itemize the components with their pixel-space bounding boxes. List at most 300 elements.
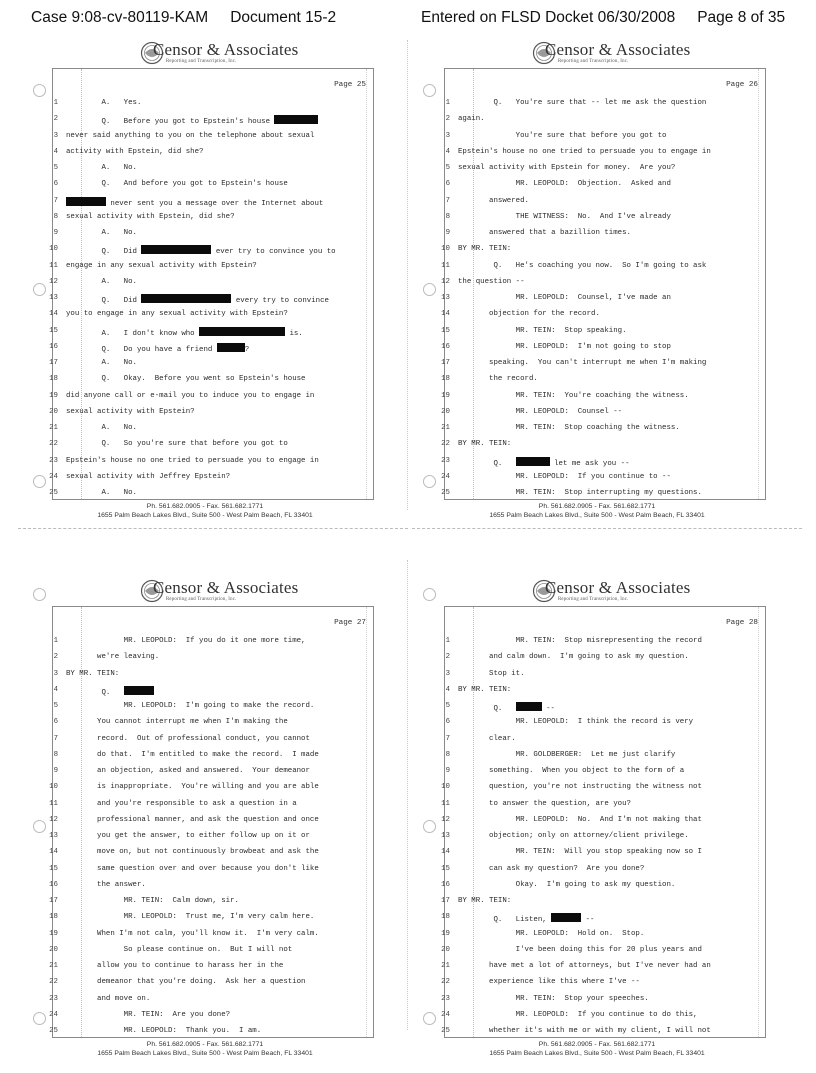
line-text-segment: MR. TEIN: Calm down, sir. bbox=[66, 897, 239, 905]
transcript-line bbox=[412, 371, 782, 387]
transcript-page-number: Page 25 bbox=[334, 81, 366, 89]
line-number: 6 bbox=[53, 180, 58, 189]
transcript-line bbox=[20, 682, 390, 698]
line-number: 16 bbox=[441, 880, 450, 889]
line-text bbox=[458, 294, 671, 302]
transcript-line bbox=[20, 420, 390, 436]
page-footer bbox=[412, 1040, 782, 1058]
line-text-segment: is. bbox=[285, 329, 303, 338]
transcript-line bbox=[20, 323, 390, 339]
line-number: 7 bbox=[445, 196, 450, 205]
line-text-segment: allow you to continue to harass her in the bbox=[66, 962, 284, 970]
line-number: 11 bbox=[441, 799, 450, 808]
transcript-line bbox=[20, 1007, 390, 1023]
line-number: 17 bbox=[49, 359, 58, 367]
transcript-line bbox=[20, 274, 390, 290]
transcript-line bbox=[412, 485, 782, 501]
line-number: 9 bbox=[445, 767, 450, 775]
transcript-page bbox=[20, 40, 390, 535]
line-number: 3 bbox=[53, 669, 58, 678]
transcript-line bbox=[412, 111, 782, 127]
line-text-segment: MR. LEOPOLD: Objection. Asked and bbox=[458, 180, 671, 189]
line-number: 7 bbox=[53, 196, 58, 205]
line-number: 16 bbox=[49, 342, 58, 351]
line-number: 20 bbox=[49, 945, 58, 954]
transcript-line bbox=[412, 714, 782, 730]
line-text-segment: Q. Listen, bbox=[458, 916, 552, 925]
line-text bbox=[458, 310, 600, 318]
transcript-page-number: Page 27 bbox=[334, 619, 366, 627]
line-text-segment: BY MR. TEIN: bbox=[66, 669, 120, 678]
transcript-line bbox=[20, 241, 390, 257]
transcript-line bbox=[20, 779, 390, 795]
line-number: 20 bbox=[441, 945, 450, 954]
line-text-segment: MR. LEOPOLD: Trust me, I'm very calm here. bbox=[66, 913, 315, 922]
line-text bbox=[458, 832, 689, 840]
line-text bbox=[66, 115, 318, 126]
line-text bbox=[458, 751, 675, 759]
footer-address: 1655 Palm Beach Lakes Blvd., Suite 500 - West Palm Beach, FL 33401 bbox=[489, 512, 705, 519]
transcript-line bbox=[412, 323, 782, 339]
transcript-line bbox=[20, 958, 390, 974]
transcript-line bbox=[412, 893, 782, 909]
transcript-line bbox=[20, 926, 390, 942]
line-text-segment: So please continue on. But I will not bbox=[66, 945, 293, 954]
line-text bbox=[458, 164, 675, 172]
line-text-segment: ever try to convince you to bbox=[211, 248, 336, 257]
brand-tagline: Reporting and Transcription, Inc. bbox=[558, 597, 629, 602]
transcript-line bbox=[20, 176, 390, 192]
line-number: 25 bbox=[441, 1027, 450, 1035]
line-text-segment: objection; only on attorney/client privilege. bbox=[458, 832, 689, 840]
page-footer bbox=[20, 502, 390, 520]
line-text-segment: sexual activity with Epstein for money. Are you? bbox=[458, 164, 676, 172]
line-text bbox=[66, 213, 235, 221]
line-text-segment: clear. bbox=[458, 734, 516, 743]
transcript-line bbox=[20, 160, 390, 176]
line-number: 22 bbox=[49, 978, 58, 987]
line-text-segment: Q. Before you got to Epstein's house bbox=[66, 118, 275, 127]
line-text bbox=[458, 115, 485, 123]
brand-name: Censor & Associates bbox=[545, 578, 691, 597]
line-number: 20 bbox=[49, 407, 58, 416]
transcript-line bbox=[412, 682, 782, 698]
line-text-segment: When I'm not calm, you'll know it. I'm very calm. bbox=[66, 929, 319, 938]
line-text-segment: A. No. bbox=[66, 229, 137, 237]
line-text bbox=[66, 702, 314, 710]
line-text bbox=[458, 473, 671, 481]
line-text-segment: record. Out of professional conduct, you cannot bbox=[66, 734, 310, 743]
line-text-segment: never sent you a message over the Internet about bbox=[106, 199, 324, 208]
line-text-segment: MR. GOLDBERGER: Let me just clarify bbox=[458, 750, 676, 759]
line-number: 23 bbox=[441, 994, 450, 1003]
footer-phone: Ph. 561.682.0905 - Fax. 561.682.1771 bbox=[146, 503, 264, 510]
transcript-line bbox=[412, 436, 782, 452]
line-text-segment: speaking. You can't interrupt me when I'm making bbox=[458, 359, 707, 367]
line-text-segment: question, you're not instructing the witness not bbox=[458, 783, 702, 792]
line-text-segment: MR. LEOPOLD: If you continue to -- bbox=[458, 472, 671, 481]
transcript-line bbox=[20, 111, 390, 127]
line-text-segment: objection for the record. bbox=[458, 310, 600, 319]
transcript-lines bbox=[412, 95, 782, 501]
line-number: 4 bbox=[445, 147, 450, 156]
line-text-segment: every try to convince bbox=[231, 297, 329, 305]
transcript-page bbox=[412, 40, 782, 535]
brand-name: Censor & Associates bbox=[153, 578, 299, 597]
line-text-segment: again. bbox=[458, 115, 485, 124]
line-number: 12 bbox=[49, 815, 58, 824]
line-text bbox=[66, 930, 319, 938]
transcript-line bbox=[412, 942, 782, 958]
line-text-segment: I've been doing this for 20 plus years and bbox=[458, 945, 702, 954]
transcript-line bbox=[20, 1023, 390, 1039]
line-text bbox=[458, 962, 711, 970]
line-text bbox=[66, 262, 257, 270]
line-text-segment: the answer. bbox=[66, 880, 146, 889]
line-text-segment: A. No. bbox=[66, 489, 137, 497]
line-number: 1 bbox=[445, 637, 450, 645]
page-footer bbox=[20, 1040, 390, 1058]
line-text-segment: move on, but not continuously browbeat and ask the bbox=[66, 848, 319, 857]
line-text-segment: A. No. bbox=[66, 424, 137, 432]
line-text bbox=[66, 457, 319, 465]
line-number: 12 bbox=[49, 277, 58, 286]
line-number: 4 bbox=[445, 685, 450, 694]
line-text bbox=[66, 164, 137, 172]
transcript-line bbox=[20, 698, 390, 714]
line-text bbox=[66, 278, 137, 286]
transcript-line bbox=[412, 926, 782, 942]
line-text-segment: BY MR. TEIN: bbox=[458, 685, 512, 694]
line-text bbox=[458, 213, 671, 221]
transcript-line bbox=[412, 128, 782, 144]
line-number: 19 bbox=[441, 391, 450, 400]
transcript-lines bbox=[412, 633, 782, 1039]
line-number: 12 bbox=[441, 815, 450, 824]
line-text bbox=[66, 473, 230, 481]
line-text bbox=[458, 132, 666, 140]
line-number: 16 bbox=[441, 342, 450, 351]
line-text-segment: Q. Do you have a friend bbox=[66, 345, 217, 354]
line-number: 18 bbox=[441, 375, 450, 384]
redaction-bar bbox=[66, 197, 106, 206]
transcript-line bbox=[20, 469, 390, 485]
transcript-line bbox=[20, 828, 390, 844]
transcript-line bbox=[412, 666, 782, 682]
line-text bbox=[458, 440, 511, 448]
line-text-segment: A. I don't know who bbox=[66, 329, 200, 338]
page-divider bbox=[407, 40, 408, 510]
line-number: 21 bbox=[441, 962, 450, 970]
brand-tagline: Reporting and Transcription, Inc. bbox=[166, 59, 237, 64]
transcript-line bbox=[412, 877, 782, 893]
line-number: 11 bbox=[49, 799, 58, 808]
line-text-segment: MR. TEIN: Stop interrupting my questions. bbox=[458, 489, 702, 497]
line-text bbox=[458, 995, 649, 1003]
line-text-segment: MR. TEIN: Will you stop speaking now so I bbox=[458, 848, 702, 857]
line-text bbox=[458, 229, 631, 237]
line-text bbox=[66, 180, 288, 188]
transcript-line bbox=[412, 241, 782, 257]
transcript-line bbox=[412, 95, 782, 111]
line-text-segment: BY MR. TEIN: bbox=[458, 897, 512, 905]
line-number: 9 bbox=[445, 229, 450, 237]
transcript-line bbox=[20, 355, 390, 371]
line-text-segment: sexual activity with Epstein, did she? bbox=[66, 212, 235, 221]
transcript-line bbox=[412, 731, 782, 747]
transcript-line bbox=[20, 844, 390, 860]
line-number: 4 bbox=[53, 685, 58, 694]
line-text-segment: MR. LEOPOLD: I'm going to make the record. bbox=[66, 702, 315, 710]
line-text bbox=[66, 637, 306, 645]
line-text bbox=[66, 735, 310, 743]
footer-phone: Ph. 561.682.0905 - Fax. 561.682.1771 bbox=[146, 1041, 264, 1048]
transcript-line bbox=[20, 763, 390, 779]
line-text-segment: is inappropriate. You're willing and you are able bbox=[66, 783, 319, 792]
line-text bbox=[458, 946, 702, 954]
line-number: 15 bbox=[49, 864, 58, 873]
line-number: 18 bbox=[49, 913, 58, 922]
line-text bbox=[458, 686, 511, 694]
transcript-line bbox=[412, 844, 782, 860]
transcript-line bbox=[412, 193, 782, 209]
transcript-line bbox=[20, 909, 390, 925]
case-info bbox=[31, 9, 336, 27]
transcript-line bbox=[412, 274, 782, 290]
line-text-segment: BY MR. TEIN: bbox=[458, 245, 512, 254]
line-text bbox=[66, 310, 288, 318]
line-text bbox=[66, 99, 141, 107]
transcript-line bbox=[20, 404, 390, 420]
transcript-line bbox=[412, 1007, 782, 1023]
redaction-bar bbox=[516, 457, 550, 466]
transcript-line bbox=[20, 290, 390, 306]
line-text-segment: Stop it. bbox=[458, 669, 525, 678]
line-text-segment: Q. And before you got to Epstein's house bbox=[66, 180, 288, 189]
line-text-segment: Epstein's house no one tried to persuade you to engage in bbox=[458, 147, 711, 156]
line-text bbox=[458, 278, 525, 286]
line-text-segment: let me ask you -- bbox=[549, 459, 630, 468]
line-text-segment: A. No. bbox=[66, 277, 137, 286]
line-number: 19 bbox=[49, 929, 58, 938]
line-text bbox=[458, 245, 511, 253]
line-number: 13 bbox=[49, 832, 58, 840]
line-number: 25 bbox=[441, 489, 450, 497]
line-number: 9 bbox=[53, 229, 58, 237]
line-text bbox=[458, 930, 644, 938]
line-text-segment: MR. LEOPOLD: If you continue to do this, bbox=[458, 1010, 698, 1019]
transcript-line bbox=[412, 144, 782, 160]
page-divider bbox=[407, 560, 408, 1030]
line-text-segment: same question over and over because you don't like bbox=[66, 864, 319, 873]
transcript-line bbox=[412, 306, 782, 322]
transcript-line bbox=[412, 958, 782, 974]
redaction-bar bbox=[217, 343, 245, 352]
line-number: 11 bbox=[49, 261, 58, 270]
footer-address: 1655 Palm Beach Lakes Blvd., Suite 500 - West Palm Beach, FL 33401 bbox=[97, 1050, 313, 1057]
line-number: 3 bbox=[445, 131, 450, 140]
transcript-line bbox=[20, 747, 390, 763]
transcript-line bbox=[20, 991, 390, 1007]
line-text bbox=[458, 865, 644, 873]
line-text-segment: ? bbox=[244, 345, 250, 354]
line-text-segment: Q. bbox=[458, 459, 516, 468]
line-text bbox=[66, 327, 303, 338]
transcript-line bbox=[20, 731, 390, 747]
line-text-segment: -- bbox=[581, 916, 595, 925]
line-number: 24 bbox=[441, 1010, 450, 1019]
line-text-segment: demeanor that you're doing. Ask her a question bbox=[66, 978, 306, 987]
line-number: 10 bbox=[49, 245, 58, 254]
line-number: 2 bbox=[445, 115, 450, 124]
redaction-bar bbox=[274, 115, 318, 124]
line-text-segment: MR. LEOPOLD: Counsel -- bbox=[458, 407, 623, 416]
line-text bbox=[66, 686, 154, 697]
line-text bbox=[458, 180, 671, 188]
line-text bbox=[458, 262, 706, 270]
line-text-segment: MR. LEOPOLD: I think the record is very bbox=[458, 718, 694, 727]
docket-info bbox=[421, 9, 785, 27]
transcript-line bbox=[20, 666, 390, 682]
line-number: 8 bbox=[53, 212, 58, 221]
line-text bbox=[66, 132, 314, 140]
line-text-segment: MR. TEIN: Stop misrepresenting the record bbox=[458, 637, 702, 645]
line-text bbox=[66, 245, 336, 256]
line-number: 25 bbox=[49, 489, 58, 497]
transcript-line bbox=[412, 698, 782, 714]
line-text bbox=[458, 408, 622, 416]
line-text bbox=[458, 800, 631, 808]
line-text bbox=[66, 343, 249, 354]
transcript-line bbox=[412, 909, 782, 925]
line-text-segment: MR. TEIN: Stop coaching the witness. bbox=[458, 424, 680, 432]
line-number: 24 bbox=[49, 472, 58, 481]
line-text-segment: You're sure that before you got to bbox=[458, 131, 667, 140]
line-text bbox=[458, 735, 516, 743]
line-text-segment: engage in any sexual activity with Epstein? bbox=[66, 261, 257, 270]
line-text-segment: do that. I'm entitled to make the record. I made bbox=[66, 750, 319, 759]
transcript-line bbox=[20, 861, 390, 877]
line-text bbox=[458, 99, 706, 107]
transcript-line bbox=[20, 436, 390, 452]
line-text bbox=[66, 359, 137, 367]
redaction-bar bbox=[141, 245, 211, 254]
line-number: 23 bbox=[441, 456, 450, 465]
line-text bbox=[458, 881, 675, 889]
line-text bbox=[66, 392, 314, 400]
transcript-line bbox=[412, 633, 782, 649]
line-text-segment: BY MR. TEIN: bbox=[458, 440, 512, 449]
brand-tagline: Reporting and Transcription, Inc. bbox=[166, 597, 237, 602]
line-number: 14 bbox=[441, 310, 450, 319]
line-number: 1 bbox=[53, 99, 58, 107]
line-text bbox=[458, 359, 706, 367]
line-number: 13 bbox=[441, 294, 450, 302]
transcript-line bbox=[412, 258, 782, 274]
line-number: 3 bbox=[53, 131, 58, 140]
transcript-line bbox=[412, 453, 782, 469]
line-text bbox=[458, 375, 538, 383]
line-text-segment: MR. TEIN: Stop speaking. bbox=[458, 326, 627, 335]
line-number: 13 bbox=[441, 832, 450, 840]
transcript-line bbox=[412, 176, 782, 192]
page-footer bbox=[412, 502, 782, 520]
line-text bbox=[66, 1011, 230, 1019]
line-text-segment: and calm down. I'm going to ask my question. bbox=[458, 653, 689, 662]
transcript-line bbox=[20, 877, 390, 893]
line-text bbox=[458, 343, 671, 351]
case-number: Case 9:08-cv-80119-KAM bbox=[31, 9, 209, 26]
line-text bbox=[66, 653, 159, 661]
transcript-line bbox=[20, 371, 390, 387]
line-number: 24 bbox=[49, 1010, 58, 1019]
transcript-page bbox=[20, 578, 390, 1073]
line-text bbox=[66, 848, 319, 856]
line-text-segment: you to engage in any sexual activity with Epstein? bbox=[66, 310, 288, 319]
footer-address: 1655 Palm Beach Lakes Blvd., Suite 500 - West Palm Beach, FL 33401 bbox=[489, 1050, 705, 1057]
transcript-line bbox=[20, 306, 390, 322]
line-text-segment: Q. Okay. Before you went so Epstein's house bbox=[66, 375, 306, 384]
redaction-bar bbox=[516, 702, 542, 711]
line-number: 8 bbox=[445, 212, 450, 221]
line-text-segment: Q. bbox=[458, 705, 516, 713]
line-text-segment: Okay. I'm going to ask my question. bbox=[458, 880, 676, 889]
transcript-line bbox=[412, 355, 782, 371]
transcript-line bbox=[412, 763, 782, 779]
docket-header bbox=[0, 0, 816, 36]
line-text bbox=[458, 783, 702, 791]
line-text bbox=[458, 897, 511, 905]
line-number: 12 bbox=[441, 277, 450, 286]
line-text-segment: A. No. bbox=[66, 164, 137, 172]
line-text bbox=[66, 995, 150, 1003]
line-text-segment: you get the answer, to either follow up on it or bbox=[66, 832, 310, 840]
line-text bbox=[66, 962, 283, 970]
transcript-line bbox=[20, 339, 390, 355]
line-text bbox=[458, 1011, 698, 1019]
transcript-line bbox=[412, 779, 782, 795]
line-text bbox=[458, 816, 702, 824]
line-number: 2 bbox=[53, 115, 58, 124]
page-count: Page 8 of 35 bbox=[697, 9, 786, 26]
line-number: 23 bbox=[49, 456, 58, 465]
line-number: 2 bbox=[445, 653, 450, 662]
line-text bbox=[66, 978, 306, 986]
line-number: 5 bbox=[445, 702, 450, 710]
line-text bbox=[66, 897, 239, 905]
line-text-segment: A. No. bbox=[66, 359, 137, 367]
line-text bbox=[458, 978, 640, 986]
line-number: 18 bbox=[441, 913, 450, 922]
line-text bbox=[66, 489, 137, 497]
transcript-page-number: Page 28 bbox=[726, 619, 758, 627]
transcript-line bbox=[20, 974, 390, 990]
line-text-segment: A. Yes. bbox=[66, 99, 142, 107]
line-number: 8 bbox=[445, 750, 450, 759]
transcript-line bbox=[20, 128, 390, 144]
line-text-segment: we're leaving. bbox=[66, 653, 160, 662]
line-text bbox=[66, 1027, 261, 1035]
line-number: 9 bbox=[53, 767, 58, 775]
line-number: 17 bbox=[441, 897, 450, 905]
redaction-bar bbox=[551, 913, 581, 922]
line-text bbox=[458, 670, 525, 678]
line-text bbox=[66, 375, 306, 383]
footer-address: 1655 Palm Beach Lakes Blvd., Suite 500 - West Palm Beach, FL 33401 bbox=[97, 512, 313, 519]
line-number: 19 bbox=[49, 391, 58, 400]
line-text-segment: MR. LEOPOLD: Thank you. I am. bbox=[66, 1027, 262, 1035]
transcript-line bbox=[20, 209, 390, 225]
